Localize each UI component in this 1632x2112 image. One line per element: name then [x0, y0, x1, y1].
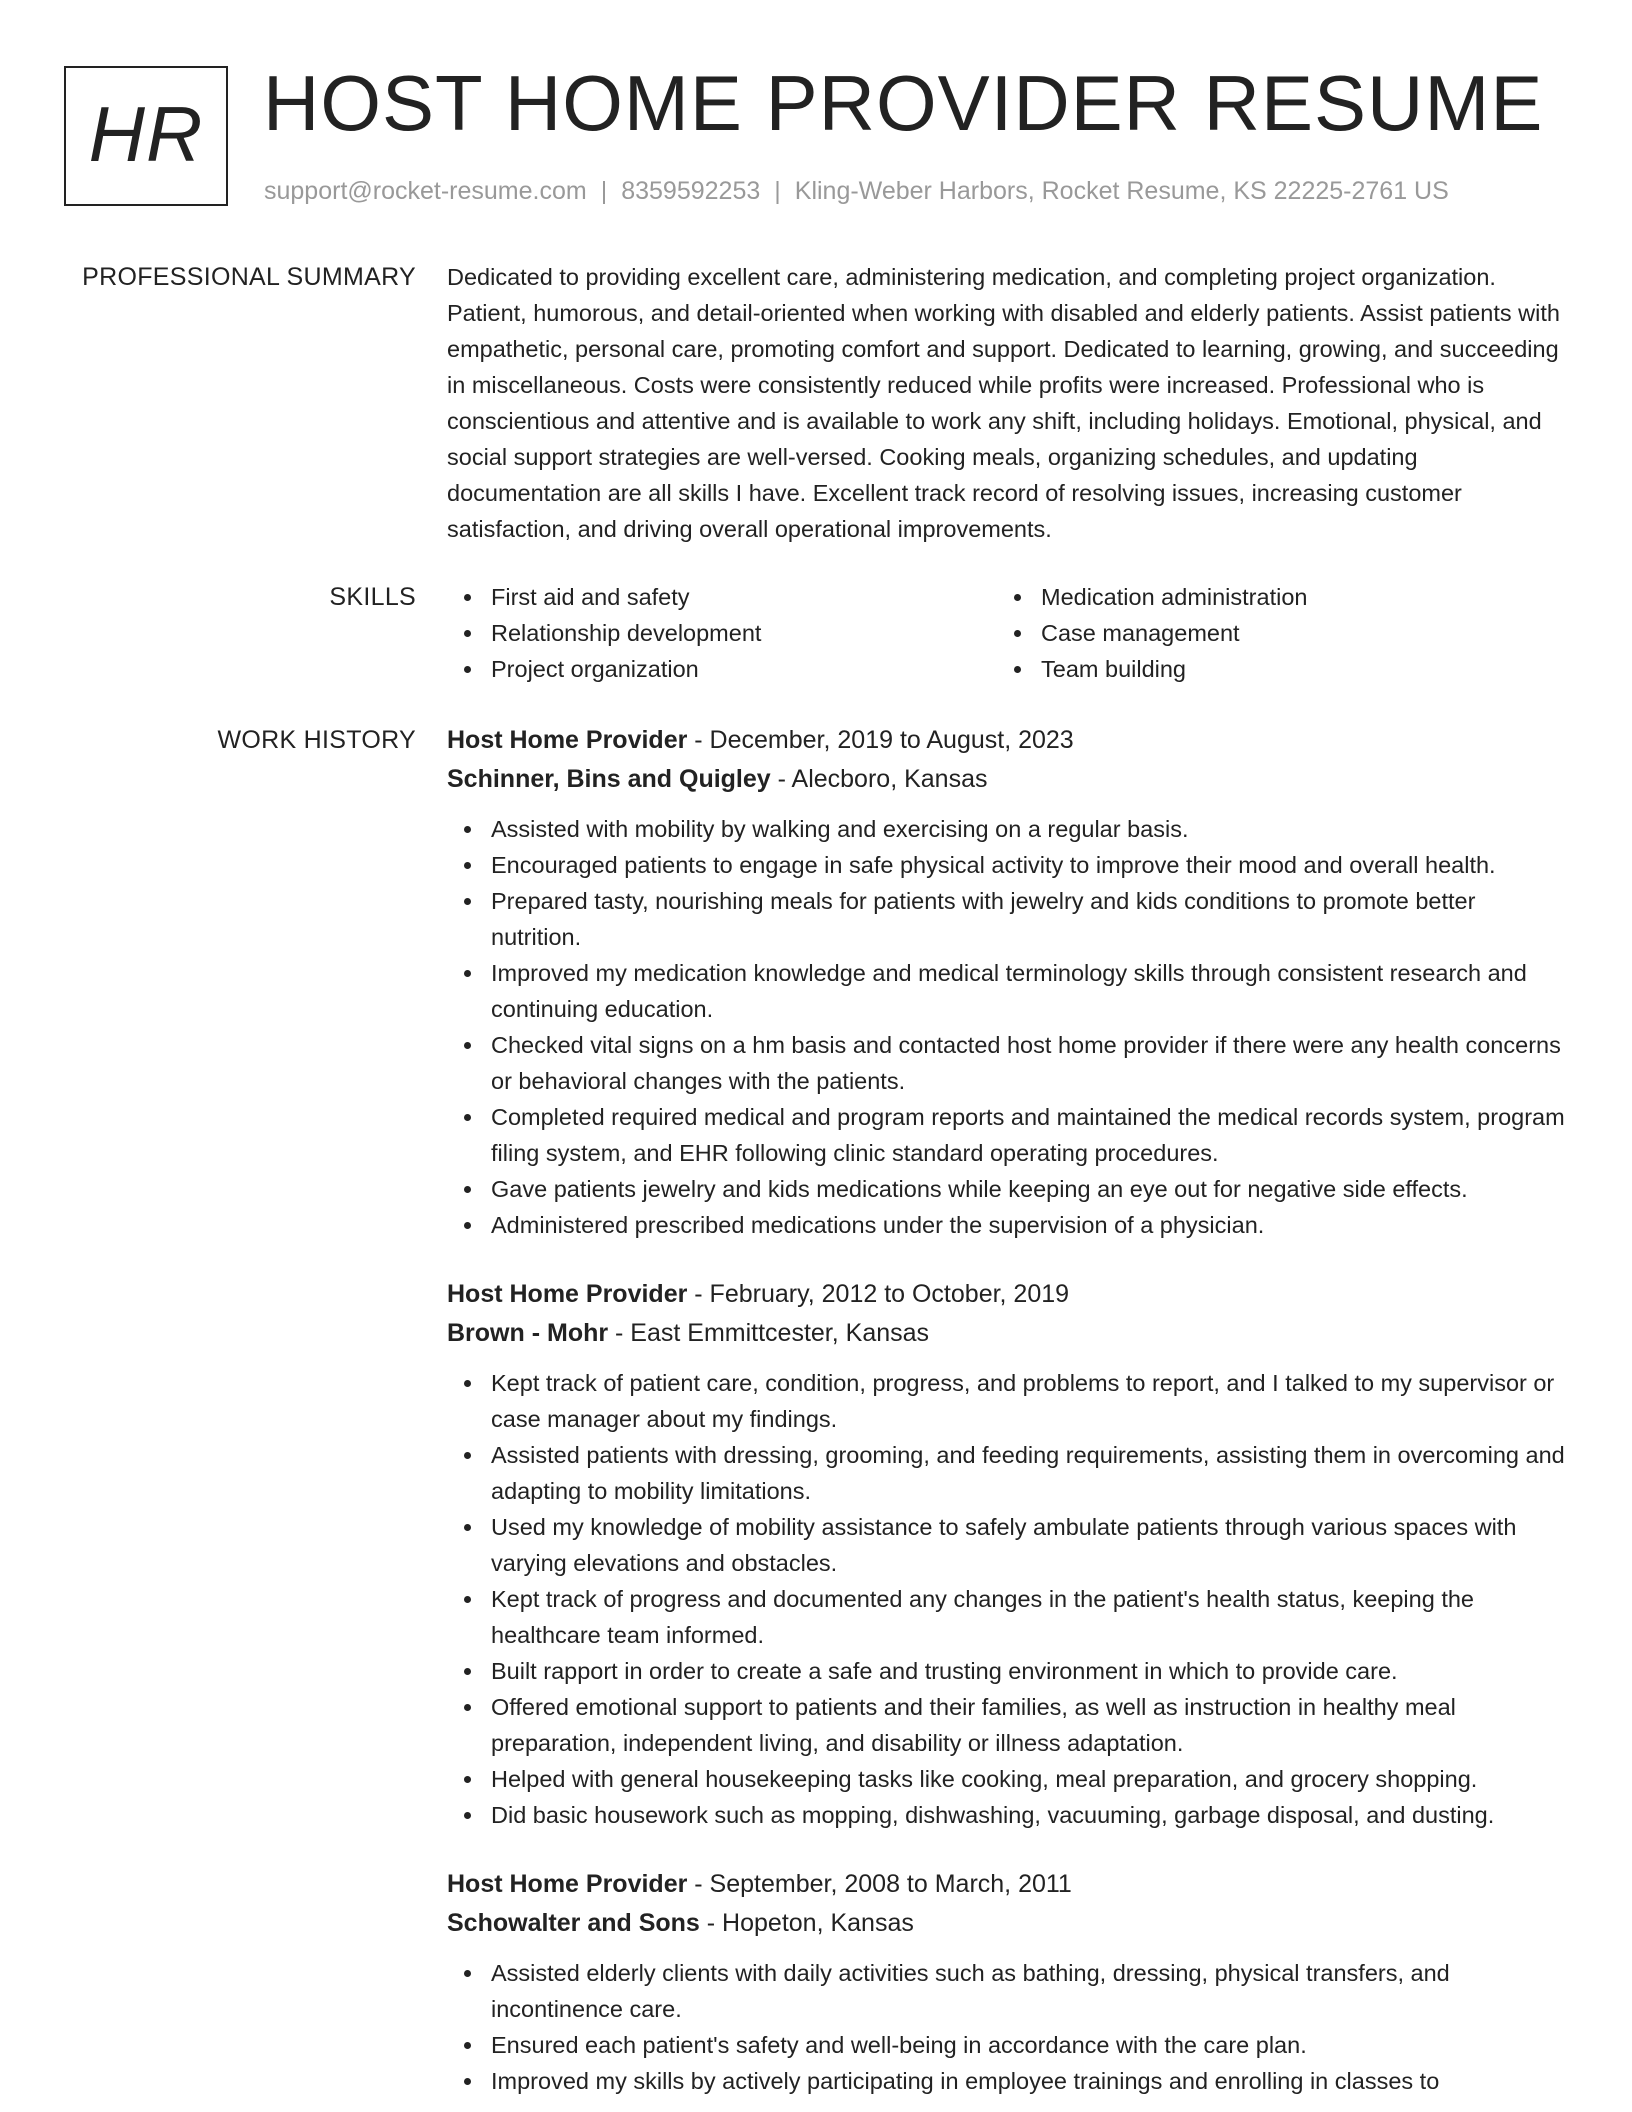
job-bullet: Encouraged patients to engage in safe physical activity to improve their mood and overall health.	[447, 847, 1567, 883]
monogram-initials: HR	[88, 89, 204, 178]
job-bullet: Assisted with mobility by walking and exercising on a regular basis.	[447, 811, 1567, 847]
job-bullet: Kept track of progress and documented any changes in the patient's health status, keeping the healthcare team informed.	[447, 1581, 1567, 1653]
job-bullets	[447, 1365, 1567, 1833]
job-title-line	[447, 1865, 1567, 1904]
skills-list-left	[447, 579, 997, 687]
job-bullet: Built rapport in order to create a safe and trusting environment in which to provide care.	[447, 1653, 1567, 1689]
job-dates: - September, 2008 to March, 2011	[687, 1870, 1072, 1898]
monogram-logo	[64, 66, 228, 206]
job-bullet: Gave patients jewelry and kids medications while keeping an eye out for negative side effects.	[447, 1171, 1567, 1207]
job-dates: - December, 2019 to August, 2023	[687, 726, 1074, 754]
skill-item: Medication administration	[997, 579, 1547, 615]
job-role: Host Home Provider	[447, 1280, 688, 1308]
job-location: - Hopeton, Kansas	[699, 1909, 914, 1937]
contact-separator: |	[600, 177, 608, 205]
skill-item: Case management	[997, 615, 1547, 651]
resume-title: HOST HOME PROVIDER RESUME	[263, 59, 1544, 147]
job-bullet: Improved my medication knowledge and medical terminology skills through consistent research and continuing education.	[447, 955, 1567, 1027]
job-location: - East Emmittcester, Kansas	[608, 1319, 930, 1347]
job-bullet: Ensured each patient's safety and well-being in accordance with the care plan.	[447, 2027, 1567, 2063]
contact-line	[264, 176, 1449, 206]
job-company: Schowalter and Sons	[447, 1909, 700, 1937]
job-bullet: Assisted patients with dressing, grooming, and feeding requirements, assisting them in overcoming and adapting to mobility limitations.	[447, 1437, 1567, 1509]
work-history-body	[447, 721, 1567, 2099]
job-title-line	[447, 1275, 1567, 1314]
job-entry	[447, 1865, 1567, 2099]
skill-item: Team building	[997, 651, 1547, 687]
contact-address: Kling-Weber Harbors, Rocket Resume, KS 22225-2761 US	[794, 177, 1449, 205]
skills-grid	[447, 579, 1567, 687]
job-company-line	[447, 1904, 1567, 1943]
job-company-line	[447, 1314, 1567, 1353]
job-location: - Alecboro, Kansas	[770, 765, 988, 793]
job-entry	[447, 1275, 1567, 1833]
job-company: Brown - Mohr	[447, 1319, 609, 1347]
job-role: Host Home Provider	[447, 1870, 688, 1898]
job-bullet: Used my knowledge of mobility assistance to safely ambulate patients through various spaces with varying elevations and obstacles.	[447, 1509, 1567, 1581]
job-bullet: Administered prescribed medications under the supervision of a physician.	[447, 1207, 1567, 1243]
job-bullet: Offered emotional support to patients and their families, as well as instruction in healthy meal preparation, independent living, and disability or illness adaptation.	[447, 1689, 1567, 1761]
job-bullet: Helped with general housekeeping tasks like cooking, meal preparation, and grocery shopping.	[447, 1761, 1567, 1797]
job-bullets	[447, 811, 1567, 1243]
job-title-line	[447, 721, 1567, 760]
job-company-line	[447, 760, 1567, 799]
summary-body	[447, 259, 1567, 547]
job-bullet: Improved my skills by actively participating in employee trainings and enrolling in classes to	[447, 2063, 1567, 2099]
job-bullet: Checked vital signs on a hm basis and contacted host home provider if there were any health concerns or behavioral changes with the patients.	[447, 1027, 1567, 1099]
skill-item: Relationship development	[447, 615, 997, 651]
job-role: Host Home Provider	[447, 726, 688, 754]
contact-phone: 8359592253	[621, 177, 761, 205]
summary-text: Dedicated to providing excellent care, administering medication, and completing project organization. Patient, humorous, and detail-oriented when working with disabled and elderly patients. Assist patients with empathetic, personal care, promoting comfort and support. Dedicated to learning, growing, and succeeding in miscellaneous. Costs were consistently reduced while profits were increased. Professional who is conscientious and attentive and is available to work any shift, including holidays. Emotional, physical, and social support strategies are well-versed. Cooking meals, organizing schedules, and updating documentation are all skills I have. Excellent track record of resolving issues, increasing customer satisfaction, and driving overall operational improvements.	[447, 264, 1560, 542]
skills-heading: SKILLS	[329, 583, 416, 611]
job-company: Schinner, Bins and Quigley	[447, 765, 771, 793]
contact-email: support@rocket-resume.com	[264, 177, 587, 205]
skill-item: Project organization	[447, 651, 997, 687]
job-dates: - February, 2012 to October, 2019	[687, 1280, 1070, 1308]
skill-item: First aid and safety	[447, 579, 997, 615]
job-bullet: Assisted elderly clients with daily activities such as bathing, dressing, physical transfers, and incontinence care.	[447, 1955, 1567, 2027]
job-bullets	[447, 1955, 1567, 2099]
job-bullet: Completed required medical and program reports and maintained the medical records system, program filing system, and EHR following clinic standard operating procedures.	[447, 1099, 1567, 1171]
job-bullet: Prepared tasty, nourishing meals for patients with jewelry and kids conditions to promote better nutrition.	[447, 883, 1567, 955]
summary-heading: PROFESSIONAL SUMMARY	[82, 263, 416, 291]
work-history-heading: WORK HISTORY	[217, 726, 416, 754]
skills-list-right	[997, 579, 1547, 687]
job-entry	[447, 721, 1567, 1243]
job-bullet: Did basic housework such as mopping, dishwashing, vacuuming, garbage disposal, and dusting.	[447, 1797, 1567, 1833]
job-bullet: Kept track of patient care, condition, progress, and problems to report, and I talked to my supervisor or case manager about my findings.	[447, 1365, 1567, 1437]
contact-separator: |	[774, 177, 781, 205]
